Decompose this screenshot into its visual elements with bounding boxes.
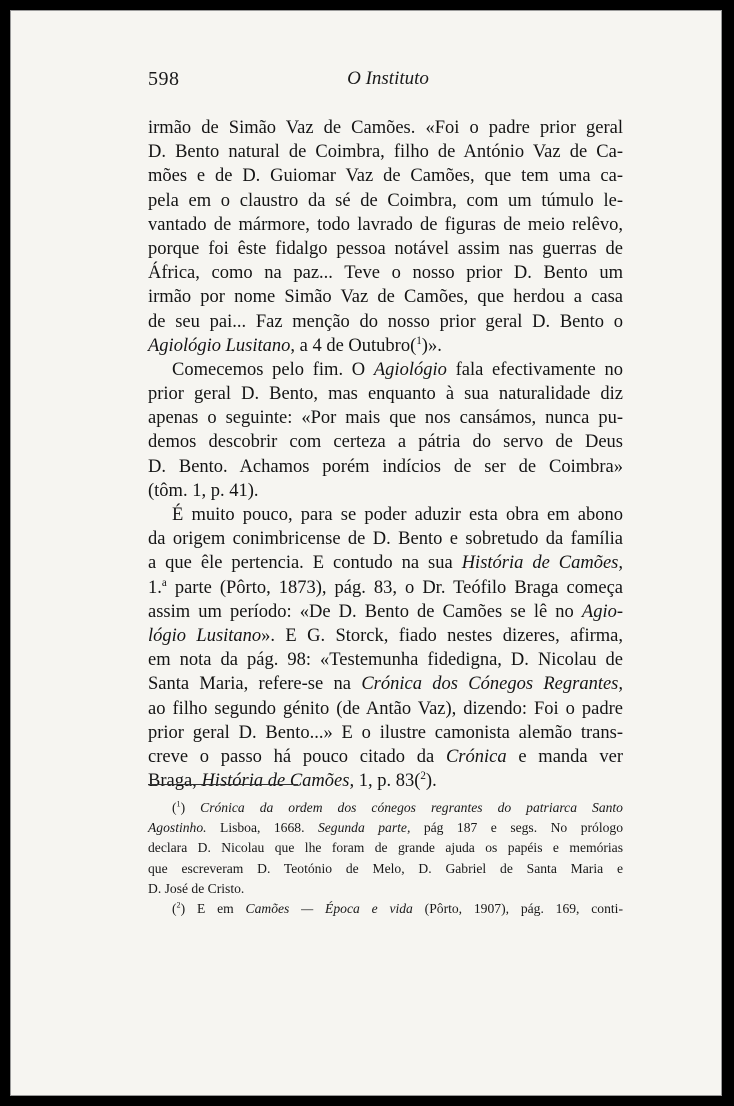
- text-line: Comecemos pelo fim. O Agiológio fala efectivamente no: [172, 359, 623, 380]
- text-line: apenas o seguinte: «Por mais que nos cansámos, nunca pu-: [148, 408, 623, 429]
- text-line: vantado de mármore, todo lavrado de figuras de meio relêvo,: [148, 214, 623, 235]
- text-line: ao filho segundo génito (de Antão Vaz), dizendo: Foi o padre: [148, 698, 623, 719]
- text-line: ($^1$) Crónica da ordem dos cónegos regrantes do patriarca Santo: [172, 799, 623, 815]
- text-line: pela em o claustro da sé de Coimbra, com um túmulo le-: [148, 190, 623, 211]
- text-line: assim um período: «De D. Bento de Camões se lê no Agio-: [148, 601, 623, 622]
- text-line: da origem conimbricense de D. Bento e sobretudo da família: [148, 529, 623, 550]
- text-line: D. Bento. Achamos porém indícios de ser de Coimbra»: [148, 456, 623, 477]
- text-line: ($^2$) E em Camões — Época e vida (Pôrto, 1907), pág. 169, conti-: [172, 900, 623, 916]
- running-title: O Instituto: [347, 68, 429, 89]
- text-line: em nota da pág. 98: «Testemunha fidedigna, D. Nicolau de: [148, 650, 623, 671]
- text-line: Braga, História de Camões, 1, p. 83($^2$).: [148, 769, 437, 792]
- text-line: Agiológio Lusitano, a 4 de Outubro($^1$)».: [148, 334, 442, 356]
- page-header: [148, 68, 628, 96]
- footnote-2: [148, 899, 623, 919]
- text-line: prior geral D. Bento, mas enquanto à sua naturalidade diz: [148, 384, 623, 405]
- text-line: África, como na paz... Teve o nosso prior D. Bento um: [148, 263, 623, 284]
- text-line: que escreveram D. Teotónio de Melo, D. Gabriel de Santa Maria e: [148, 860, 623, 876]
- text-line: Santa Maria, refere-se na Crónica dos Cónegos Regrantes,: [148, 674, 624, 695]
- text-line: creve o passo há pouco citado da Crónica e manda ver: [148, 746, 623, 767]
- text-line: prior geral D. Bento...» E o ilustre camonista alemão trans-: [148, 722, 623, 743]
- paragraph-1: [148, 116, 623, 358]
- text-line: D. José de Cristo.: [148, 880, 245, 896]
- text-line: irmão por nome Simão Vaz de Camões, que herdou a casa: [148, 287, 623, 308]
- text-line: declara D. Nicolau que lhe foram de grande ajuda os papéis e memórias: [148, 840, 623, 856]
- page-number: 598: [148, 68, 180, 90]
- text-line: Agostinho. Lisboa, 1668. Segunda parte, pág 187 e segs. No prólogo: [148, 820, 623, 836]
- text-line: (tôm. 1, p. 41).: [148, 480, 259, 501]
- text-line: 1.$^a$ parte (Pôrto, 1873), pág. 83, o Dr. Teófilo Braga começa: [148, 576, 623, 598]
- paragraph-3: [148, 503, 623, 793]
- text-line: irmão de Simão Vaz de Camões. «Foi o padre prior geral: [148, 118, 623, 138]
- paragraph-2: [148, 358, 623, 503]
- body-text: [148, 116, 623, 793]
- text-line: D. Bento natural de Coimbra, filho de António Vaz de Ca-: [148, 142, 623, 163]
- footnotes: [148, 798, 623, 919]
- text-line: demos descobrir com certeza a pátria do servo de Deus: [148, 432, 623, 453]
- text-line: É muito pouco, para se poder aduzir esta obra em abono: [172, 505, 623, 525]
- text-line: porque foi êste fidalgo pessoa notável assim nas guerras de: [148, 238, 623, 259]
- text-line: lógio Lusitano». E G. Storck, fiado nestes dizeres, afirma,: [148, 625, 623, 646]
- text-line: de seu pai... Faz menção do nosso prior geral D. Bento o: [148, 311, 623, 332]
- text-line: mões e de D. Guiomar Vaz de Camões, que tem uma ca-: [148, 166, 623, 187]
- footnote-rule: [148, 784, 298, 785]
- text-line: a que êle pertencia. E contudo na sua História de Camões,: [148, 553, 624, 574]
- footnote-1: [148, 798, 623, 899]
